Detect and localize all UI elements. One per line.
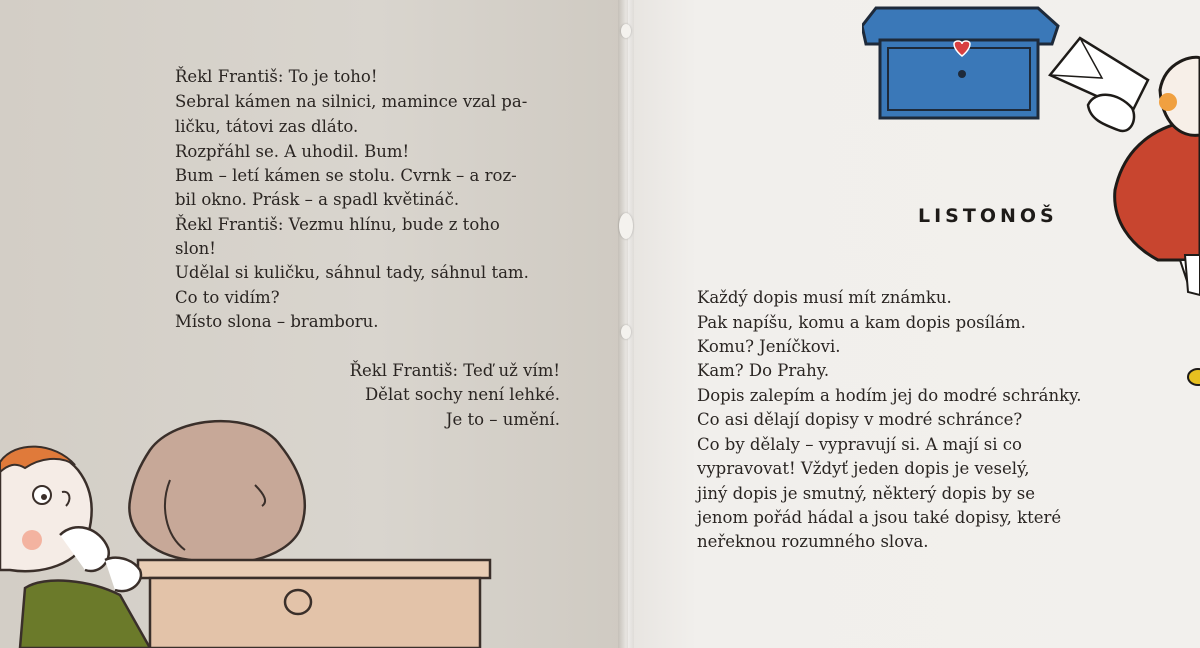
text-line: Místo slona – bramboru. <box>175 312 379 331</box>
text-line: Udělal si kuličku, sáhnul tady, sáhnul tam. <box>175 263 529 282</box>
binding-stitch <box>621 325 631 339</box>
text-line: Komu? Jeníčkovi. <box>697 337 841 356</box>
text-line: Bum – letí kámen se stolu. Cvrnk – a roz- <box>175 166 517 185</box>
text-line: slon! <box>175 239 216 258</box>
text-line-right-aligned: Dělat sochy není lehké. <box>364 385 560 404</box>
binding-stitch <box>621 24 631 38</box>
text-line: Rozpřáhl se. A uhodil. Bum! <box>175 142 410 161</box>
text-line: Řekl Františ: To je toho! <box>175 67 378 86</box>
mailman-with-envelope-illustration <box>1040 30 1200 390</box>
text-line: jenom pořád hádal a jsou také dopisy, které <box>697 508 1062 527</box>
binding-stitch <box>619 213 633 239</box>
text-line: Sebral kámen na silnici, mamince vzal pa- <box>175 92 528 111</box>
blue-mailbox-illustration <box>862 0 1060 122</box>
text-line: neřeknou rozumného slova. <box>697 532 929 551</box>
text-line: Každý dopis musí mít známku. <box>697 288 952 307</box>
text-line: Co asi dělají dopisy v modré schránce? <box>697 410 1023 429</box>
text-line-right-aligned: Je to – umění. <box>445 410 560 429</box>
page-title: LISTONOŠ <box>918 205 1058 227</box>
text-line: Řekl Františ: Vezmu hlínu, bude z toho <box>175 215 500 234</box>
text-line: Kam? Do Prahy. <box>697 361 830 380</box>
book-gutter <box>618 0 634 648</box>
text-line: Co by dělaly – vypravují si. A mají si co <box>697 435 1022 454</box>
text-line: jiný dopis je smutný, některý dopis by se <box>697 484 1036 503</box>
text-line: ličku, tátovi zas dláto. <box>175 117 359 136</box>
text-line: bil okno. Prásk – a spadl květináč. <box>175 190 460 209</box>
text-line: vypravovat! Vždyť jeden dopis je veselý, <box>697 459 1030 478</box>
text-line-right-aligned: Řekl Františ: Teď už vím! <box>349 361 560 380</box>
boy-with-sculpture-illustration <box>0 410 500 648</box>
text-line: Co to vidím? <box>175 288 280 307</box>
text-line: Pak napíšu, komu a kam dopis posílám. <box>697 313 1026 332</box>
text-line: Dopis zalepím a hodím jej do modré schránky. <box>697 386 1082 405</box>
